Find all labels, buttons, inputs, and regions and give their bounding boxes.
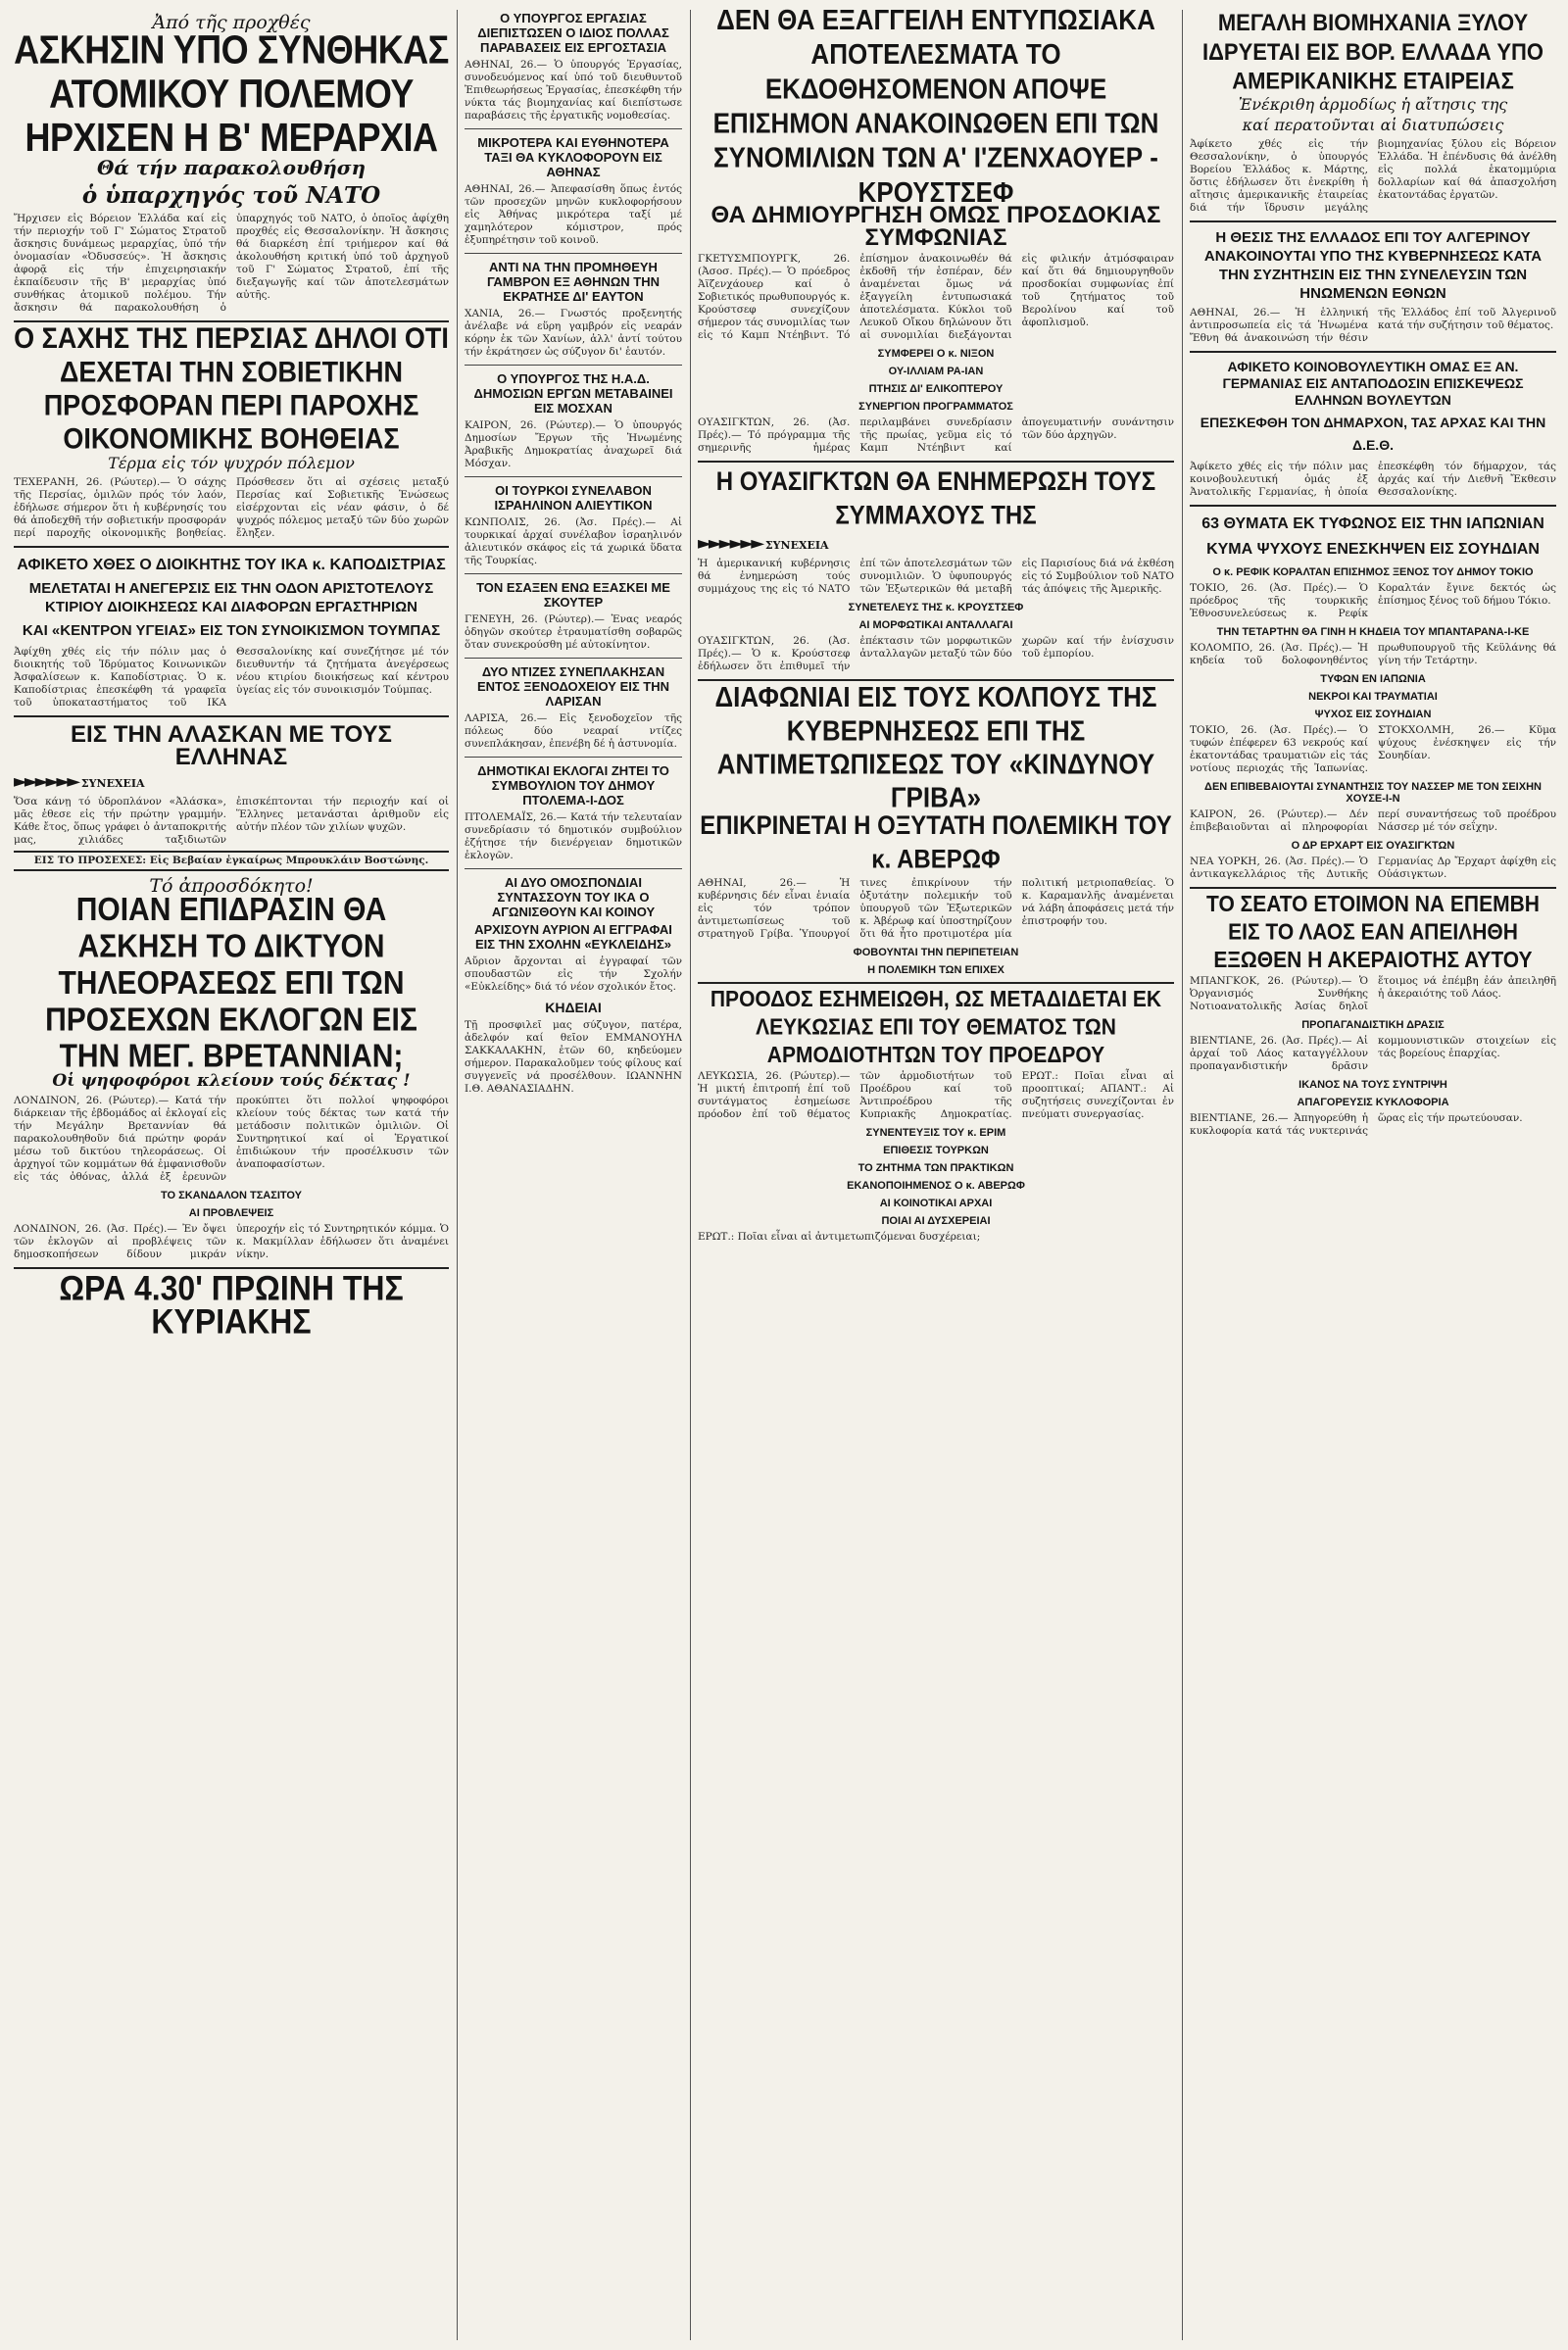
subhead: ΔΕΝ ΕΠΙΒΕΒΑΙΟΥΤΑΙ ΣΥΝΑΝΤΗΣΙΣ ΤΟΥ ΝΑΣΣΕΡ ΜΕ ΤΟΝ ΣΕΙΧΗΝ ΧΟΥΣΕ-Ι-Ν [1204,781,1542,805]
subhead: Ο κ. ΡΕΦΙΚ ΚΟΡΑΛΤΑΝ ΕΠΙΣΗΜΟΣ ΞΕΝΟΣ ΤΟΥ ΔΗΜΟΥ ΤΟΚΙΟ [1212,566,1534,578]
headline-nicosia: ΠΡΟΟΔΟΣ ΕΣΗΜΕΙΩΘΗ, ΩΣ ΜΕΤΑΔΙΔΕΤΑΙ ΕΚ ΛΕΥΚΩΣΙΑΣ ΕΠΙ ΤΟΥ ΘΕΜΑΤΟΣ ΤΩΝ ΑΡΜΟΔΙΟΤΗΤΩΝ ΤΟΥ ΠΡΟΕΔΡΟΥ [710,987,1162,1068]
divider [1190,351,1556,353]
subhead: ΤΟ ΖΗΤΗΜΑ ΤΩΝ ΠΡΑΚΤΙΚΩΝ [858,1162,1014,1174]
subhead: ΤΗΝ ΤΕΤΑΡΤΗΝ ΘΑ ΓΙΝΗ Η ΚΗΔΕΙΑ ΤΟΥ ΜΠΑΝΤΑΡΑΝΑ-Ι-ΚΕ [1216,626,1530,638]
headline-euclid-school: ΑΡΧΙΣΟΥΝ ΑΥΡΙΟΝ ΑΙ ΕΓΓΡΑΦΑΙ ΕΙΣ ΤΗΝ ΣΧΟΛΗΝ «ΕΥΚΛΕΙΔΗΣ» [474,922,672,952]
kicker: Τό ἀπροσδόκητο! [149,875,314,897]
center-column [698,8,1174,2342]
subhead: ΨΥΧΟΣ ΕΙΣ ΣΟΥΗΔΙΑΝ [1314,709,1432,720]
subhead: ΤΟ ΣΚΑΝΔΑΛΟΝ ΤΣΑΣΙΤΟΥ [160,1190,303,1201]
deck: ὁ ὑπαρχηγός τοῦ ΝΑΤΟ [81,182,381,209]
article-body: ΓΕΝΕΥΗ, 26. (Ρώυτερ).— Ἐνας νεαρός ὁδηγῶν σκούτερ ἐτραυματίσθη σοβαρῶς ὅταν συνεκρούσθη μέ αὐτοκίνητον. [465,613,682,651]
left-column [14,8,449,2342]
column-rule [1182,10,1183,2340]
divider [465,573,682,574]
deck-agreement: ΘΑ ΔΗΜΙΟΥΡΓΗΣΗ ΟΜΩΣ ΠΡΟΣΔΟΚΙΑΣ ΣΥΜΦΩΝΙΑΣ [710,202,1161,251]
divider [14,546,449,548]
divider [1190,505,1556,507]
headline-building: ΜΕΛΕΤΑΤΑΙ Η ΑΝΕΓΕΡΣΙΣ ΕΙΣ ΤΗΝ ΟΔΟΝ ΑΡΙΣΤΟΤΕΛΟΥΣ ΚΤΙΡΙΟΥ ΔΙΟΙΚΗΣΕΩΣ ΚΑΙ ΔΙΑΦΟΡΩΝ ΕΡΓΑΣΤΗΡΙΩΝ [28,580,434,615]
article-body: ΑΘΗΝΑΙ, 26.— Ἀπεφασίσθη ὅπως ἐντός τῶν προσεχῶν μηνῶν κυκλοφορήσουν εἰς Ἀθήνας μικρότερα ταξί μέ χαμηλότερον κόμιστρον, πρός ἐξυπηρέτησιν τοῦ κοινοῦ. [465,183,682,246]
article-body: Ἡ ἀμερικανική κυβέρνησις θά ἐνημερώση τούς συμμάχους της εἰς τό ΝΑΤΟ ἐπί τῶν ἀποτελεσμάτων τῶν συνομιλιῶν. Ὁ ὑφυπουργός τῶν Ἐξωτερικῶν θά μεταβῆ εἰς Παρισίους διά νά ἐκθέση εἰς τό Συμβούλιον τοῦ ΝΑΤΟ τάς ἀπόψεις τῆς Ἀμερικῆς. [698,558,1174,595]
article-body: Αὔριον ἄρχονται αἱ ἐγγραφαί τῶν σπουδαστῶν εἰς τήν Σχολήν «Εὐκλείδης» διά τό νέον σχολικόν ἔτος. [465,955,682,993]
second-column [465,8,682,2342]
headline-uar-minister: Ο ΥΠΟΥΡΓΟΣ ΤΗΣ Η.Α.Δ. ΔΗΜΟΣΙΩΝ ΕΡΓΩΝ ΜΕΤΑΒΑΙΝΕΙ ΕΙΣ ΜΟΣΧΑΝ [473,371,673,416]
subhead-funerals: ΚΗΔΕΙΑΙ [545,1000,602,1015]
headline-alaska: ΕΙΣ ΤΗΝ ΑΛΑΣΚΑΝ ΜΕ ΤΟΥΣ ΕΛΛΗΝΑΣ [71,721,392,770]
divider [698,982,1174,984]
article-body: ΚΑΙΡΟΝ, 26. (Ρώυτερ).— Ὁ ὑπουργός Δημοσίων Ἔργων τῆς Ἡνωμένης Ἀραβικῆς Δημοκρατίας ἀναχωρεῖ διά Μόσχαν. [465,419,682,469]
subhead: ΕΚΑΝΟΠΟΙΗΜΕΝΟΣ Ο κ. ΑΒΕΡΩΦ [847,1180,1025,1192]
subhead: Ο ΔΡ ΕΡΧΑΡΤ ΕΙΣ ΟΥΑΣΙΓΚΤΩΝ [1291,840,1455,852]
subhead: ΣΥΜΦΕΡΕΙ Ο κ. ΝΙΞΟΝ [877,348,995,360]
article-body: ΛΟΝΔΙΝΟΝ, 26. (Ρώυτερ).— Κατά τήν διάρκειαν τῆς ἐβδομάδος αἱ ἐκλογαί εἰς τήν Μεγάλην Βρεταννίαν θά παρακολουθηθοῦν διά πρώτην φοράν μέσω τοῦ δικτύου τηλεοράσεως. Οἱ ἀρχηγοί τῶν κομμάτων θά ἐμφανισθοῦν εἰς τάς ὀθόνας, ἀλλά ἐξ ἐρευνῶν προκύπτει ὅτι πολλοί ψηφοφόροι κλείουν τούς δέκτας των κατά τήν μετάδοσιν πολιτικῶν ὁμιλιῶν. Οἱ Συντηρητικοί καί οἱ Ἐργατικοί ἐπιδιώκουν τήν προσέλκυσιν τῶν ἀναποφασίστων. [14,1095,449,1183]
article-body: ΧΑΝΙΑ, 26.— Γνωστός προξενητής ἀνέλαβε νά εὕρη γαμβρόν εἰς νεαράν κόρην ἐκ τῶν Χανίων, ἀλλ' ἀντί τούτου τήν ἐκράτησεν ὡς σύζυγον δι' ἑαυτόν. [465,308,682,358]
deck: Θά τήν παρακολουθήση [96,156,367,179]
headline-timber-industry: ΜΕΓΑΛΗ ΒΙΟΜΗΧΑΝΙΑ ΞΥΛΟΥ ΙΔΡΥΕΤΑΙ ΕΙΣ ΒΟΡ. ΕΛΛΑΔΑ ΥΠΟ ΑΜΕΡΙΚΑΝΙΚΗΣ ΕΤΑΙΡΕΙΑΣ [1201,9,1544,94]
headline-seato: ΤΟ ΣΕΑΤΟ ΕΤΟΙΜΟΝ ΝΑ ΕΠΕΜΒΗ ΕΙΣ ΤΟ ΛΑΟΣ ΕΑΝ ΑΠΕΙΛΗΘΗ ΕΞΩΘΕΝ Η ΑΚΕΡΑΙΟΤΗΣ ΑΥΤΟΥ [1206,892,1540,973]
continuation-label: ΣΥΝΕΧΕΙΑ [764,539,829,552]
article-body: ΚΟΛΟΜΠΟ, 26. (Ἀσ. Πρές).— Ἡ κηδεία τοῦ δολοφονηθέντος πρωθυπουργοῦ τῆς Κεϋλάνης θά γίνη τήν Τετάρτην. [1190,642,1556,666]
article-body: ΛΟΝΔΙΝΟΝ, 26. (Ἀσ. Πρές).— Ἐν ὄψει τῶν ἐκλογῶν αἱ προβλέψεις τῶν δημοσκοπήσεων δίδουν μικράν ὑπεροχήν εἰς τό Συντηρητικόν κόμμα. Ὁ κ. Μακμίλλαν ἐδήλωσεν ὅτι ἀναμένει νίκην. [14,1223,449,1260]
article-body: Ἀφίκετο χθές εἰς τήν Θεσσαλονίκην, ὁ ὑπουργός Βορείου Ἑλλάδος κ. Μάρτης, ὅστις ἐδήλωσεν ὅτι ἐνεκρίθη ἡ αἴτησις ἀμερικανικῆς ἑταιρείας διά τήν ἵδρυσιν μεγάλης βιομηχανίας ξύλου εἰς Βόρειον Ἑλλάδα. Ἡ ἐπένδυσις θά ἀνέλθη εἰς πολλά ἑκατομμύρια δολλαρίων καί θά ἀπασχολήση ἑκατοντάδας ἐργατῶν. [1190,138,1556,214]
article-body: ΜΠΑΝΓΚΟΚ, 26. (Ρώυτερ).— Ὁ Ὀργανισμός Συνθήκης Νοτιοανατολικῆς Ἀσίας δηλοῖ ἕτοιμος νά ἐπέμβη ἐάν ἀπειληθῆ ἡ ἀκεραιότης τοῦ Λάος. [1190,975,1556,1012]
headline-atomic-exercise: ΑΣΚΗΣΙΝ ΥΠΟ ΣΥΝΘΗΚΑΣ ΑΤΟΜΙΚΟΥ ΠΟΛΕΜΟΥ ΗΡΧΙΣΕΝ Η Β' ΜΕΡΑΡΧΙΑ [14,26,449,161]
article-body: Ἀφίχθη χθές εἰς τήν πόλιν μας ὁ διοικητής τοῦ Ἱδρύματος Κοινωνικῶν Ἀσφαλίσεων κ. Καποδίστριας. Ὁ κ. Καποδίστριας ἐπεσκέφθη τά γραφεῖα τοῦ ὑποκαταστήματος τοῦ ΙΚΑ Θεσσαλονίκης καί συνεζήτησε μέ τόν διευθυντήν τά ζητήματα ἀνεγέρσεως νέου κτιρίου διοικήσεως καί κέντρου ὑγείας εἰς τόν συνοικισμόν Τούμπας. [14,646,449,709]
kicker: Ἀπό τῆς προχθές [152,12,311,33]
right-column [1190,8,1556,2342]
subhead: ΙΚΑΝΟΣ ΝΑ ΤΟΥΣ ΣΥΝΤΡΙΨΗ [1298,1079,1447,1091]
deck: Οἱ ψηφοφόροι κλείουν τούς δέκτας ! [52,1071,411,1091]
article-body: ΟΥΑΣΙΓΚΤΩΝ, 26. (Ἀσ. Πρές).— Τό πρόγραμμα τῆς σημερινῆς ἡμέρας περιλαμβάνει συνεδρίασιν τῆς πρωίας, γεῦμα εἰς τό Καμπ Ντέηβιντ καί ἀπογευματινήν συνάντησιν τῶν δύο ἀρχηγῶν. [698,416,1174,454]
divider [465,128,682,129]
article-body: ΕΡΩΤ.: Ποῖαι εἶναι αἱ ἀντιμετωπιζόμεναι δυσχέρειαι; [698,1231,981,1243]
subhead: ΑΙ ΜΟΡΦΩΤΙΚΑΙ ΑΝΤΑΛΛΑΓΑΙ [858,619,1013,631]
divider [1190,220,1556,222]
headline-municipal-elections: ΔΗΜΟΤΙΚΑΙ ΕΚΛΟΓΑΙ ΖΗΤΕΙ ΤΟ ΣΥΜΒΟΥΛΙΟΝ ΤΟΥ ΔΗΜΟΥ ΠΤΟΛΕΜΑ-Ι-ΔΟΣ [477,763,669,808]
headline-summit: ΔΕΝ ΘΑ ΕΞΑΓΓΕΙΛΗ ΕΝΤΥΠΩΣΙΑΚΑ ΑΠΟΤΕΛΕΣΜΑΤΑ ΤΟ ΕΚΔΟΘΗΣΟΜΕΝΟΝ ΑΠΟΨΕ ΕΠΙΣΗΜΟΝ ΑΝΑΚΟΙΝΩΘΕΝ ΕΠΙ ΤΩΝ ΣΥΝΟΜΙΛΙΩΝ ΤΩΝ Α' Ι'ΖΕΝΧΑΟΥΕΡ - ΚΡΟΥΣΤΣΕΦ [712,8,1159,209]
deck: Τέρμα εἰς τόν ψυχρόν πόλεμον [108,454,355,472]
article-body: ΛΑΡΙΣΑ, 26.— Εἰς ξενοδοχεῖον τῆς πόλεως δύο νεαραί ντίζες συνεπλάκησαν, ἐπενέβη δέ ἡ ἀστυνομία. [465,712,682,750]
article-body: ΤΟΚΙΟ, 26. (Ἀσ. Πρές).— Ὁ τυφών ἐπέφερεν 63 νεκρούς καί ἑκατοντάδας τραυματιῶν εἰς τάς νοτίους περιοχάς τῆς Ἰαπωνίας. ΣΤΟΚΧΟΛΜΗ, 26.— Κῦμα ψύχους ἐνέσκηψεν εἰς τήν Σουηδίαν. [1190,724,1556,774]
headline-grivas: ΔΙΑΦΩΝΙΑΙ ΕΙΣ ΤΟΥΣ ΚΟΛΠΟΥΣ ΤΗΣ ΚΥΒΕΡΝΗΣΕΩΣ ΕΠΙ ΤΗΣ ΑΝΤΙΜΕΤΩΠΙΣΕΩΣ ΤΟΥ «ΚΙΝΔΥΝΟΥ ΓΡΙΒΑ» [714,680,1157,814]
article-body: ΤΕΧΕΡΑΝΗ, 26. (Ρώυτερ).— Ὁ σάχης τῆς Περσίας, ὁμιλῶν πρός τόν λαόν, ἐδήλωσε σήμερον ὅτι ἡ κυβέρνησίς του θά ἀποδεχθῆ τήν σοβιετικήν προσφοράν περί παροχῆς οἰκονομικῆς βοηθείας. Πρόσθεσεν ὅτι αἱ σχέσεις μεταξύ Περσίας καί Σοβιετικῆς Ἑνώσεως εἰσέρχονται εἰς νέαν φάσιν, ὁ δέ ψυχρός πόλεμος μεταξύ τῶν δύο χωρῶν ἔληξεν. [14,476,449,539]
article-body: ΚΩΝΠΟΛΙΣ, 26. (Ἀσ. Πρές).— Αἱ τουρκικαί ἀρχαί συνέλαβον ἰσραηλινόν ἁλιευτικόν σκάφος εἰς τά χωρικά ὕδατα τῆς Τουρκίας. [465,516,682,566]
headline-washington-allies: Η ΟΥΑΣΙΓΚΤΩΝ ΘΑ ΕΝΗΜΕΡΩΣΗ ΤΟΥΣ ΣΥΜΜΑΧΟΥΣ ΤΗΣ [715,467,1156,530]
subhead: ΤΥΦΩΝ ΕΝ ΙΑΠΩΝΙΑ [1320,673,1426,685]
subhead: ΣΥΝΕΤΕΛΕΥΣ ΤΗΣ κ. ΚΡΟΥΣΤΣΕΦ [848,602,1024,613]
divider [465,476,682,477]
column-rule [457,10,458,2340]
headline-german-delegation: ΑΦΙΚΕΤΟ ΚΟΙΝΟΒΟΥΛΕΥΤΙΚΗ ΟΜΑΣ ΕΞ ΑΝ. ΓΕΡΜΑΝΙΑΣ ΕΙΣ ΑΝΤΑΠΟΔΟΣΙΝ ΕΠΙΣΚΕΨΕΩΣ ΕΛΛΗΝΩΝ ΒΟΥΛΕΥΤΩΝ [1222,359,1524,408]
notice-box: ΕΙΣ ΤΟ ΠΡΟΣΕΧΕΣ: Εἰς Βεβαίαν ἐγκαίρως Μπρουκλάιν Βοστώνης. [14,851,449,871]
divider [465,658,682,659]
headline-television: ΠΟΙΑΝ ΕΠΙΔΡΑΣΙΝ ΘΑ ΑΣΚΗΣΗ ΤΟ ΔΙΚΤΥΟΝ ΤΗΛΕΟΡΑΣΕΩΣ ΕΠΙ ΤΩΝ ΠΡΟΣΕΧΩΝ ΕΚΛΟΓΩΝ ΕΙΣ ΤΗΝ ΜΕΓ. ΒΡΕΤΑΝΝΙΑΝ; [45,892,417,1075]
headline-matchmaker: ΑΝΤΙ ΝΑ ΤΗΝ ΠΡΟΜΗΘΕΥΗ ΓΑΜΒΡΟΝ ΕΞ ΑΘΗΝΩΝ ΤΗΝ ΕΚΡΑΤΗΣΕ ΔΙ' ΕΑΥΤΟΝ [486,260,661,304]
article-body: Ἤρχισεν εἰς Βόρειον Ἑλλάδα καί εἰς τήν περιοχήν τοῦ Γ' Σώματος Στρατοῦ ἄσκησις δυνάμεως μεραρχίας, ὑπό τήν ὀνομασίαν «Ὀδυσσεύς». Ἡ ἄσκησις ἀφορᾷ εἰς τήν ἐπιχειρησιακήν ἐκπαίδευσιν τῆς Β' μεραρχίας ὑπό συνθήκας ἀτομικοῦ πολέμου. Τήν ἄσκησιν θά παρακολουθήση ὁ ὑπαρχηγός τοῦ ΝΑΤΟ, ὁ ὁποῖος ἀφίχθη προχθές εἰς Θεσσαλονίκην. Ἡ ἄσκησις θά διαρκέση ἐπί τριήμερον καί θά ἀκολουθήση κριτική ὑπό τοῦ ἀρχηγοῦ τοῦ Γ' Σώματος Στρατοῦ, ἐπί τῆς διεξαγωγῆς καί τῶν ἀποτελεσμάτων αὐτῆς. [14,213,449,314]
article-body: ΤΟΚΙΟ, 26. (Ἀσ. Πρές).— Ὁ πρόεδρος τῆς τουρκικῆς Ἐθνοσυνελεύσεως κ. Ρεφίκ Κοραλτάν ἔγινε δεκτός ὡς ἐπίσημος ξένος τοῦ δήμου Τόκιο. [1190,582,1556,619]
column-rule [690,10,691,2340]
headline-time-change: ΩΡΑ 4.30' ΠΡΩΙΝΗ ΤΗΣ ΚΥΡΙΑΚΗΣ [59,1268,404,1342]
arrow-bullets-icon: ►►►►►► [698,533,762,554]
arrow-bullets-icon: ►►►►►► [14,771,78,792]
subhead: ΝΕΚΡΟΙ ΚΑΙ ΤΡΑΥΜΑΤΙΑΙ [1308,691,1438,703]
subhead: ΠΡΟΠΑΓΑΝΔΙΣΤΙΚΗ ΔΡΑΣΙΣ [1301,1019,1445,1031]
headline-federations: ΑΙ ΔΥΟ ΟΜΟΣΠΟΝΔΙΑΙ ΣΥΝΤΑΣΣΟΥΝ ΤΟΥ ΙΚΑ Ο ΑΓΩΝΙΣΘΟΥΝ ΚΑΙ ΚΟΙΝΟΥ [491,875,656,919]
divider [465,253,682,254]
headline-taxis: ΜΙΚΡΟΤΕΡΑ ΚΑΙ ΕΥΘΗΝΟΤΕΡΑ ΤΑΞΙ ΘΑ ΚΥΚΛΟΦΟΡΟΥΝ ΕΙΣ ΑΘΗΝΑΣ [477,135,669,179]
headline-labor-minister: Ο ΥΠΟΥΡΓΟΣ ΕΡΓΑΣΙΑΣ ΔΙΕΠΙΣΤΩΣΕΝ Ο ΙΔΙΟΣ ΠΟΛΛΑΣ ΠΑΡΑΒΑΣΕΙΣ ΕΙΣ ΕΡΓΟΣΤΑΣΙΑ [477,11,669,55]
article-body: ΝΕΑ ΥΟΡΚΗ, 26. (Ἀσ. Πρές).— Ὁ ἀντικαγκελλάριος τῆς Δυτικῆς Γερμανίας Δρ Ἔρχαρτ ἀφίχθη εἰς Οὐάσιγκτων. [1190,856,1556,880]
subhead: ΑΠΑΓΟΡΕΥΣΙΣ ΚΥΚΛΟΦΟΡΙΑ [1297,1097,1449,1108]
headline-larisa: ΔΥΟ ΝΤΙΖΕΣ ΣΥΝΕΠΛΑΚΗΣΑΝ ΕΝΤΟΣ ΞΕΝΟΔΟΧΕΙΟΥ ΕΙΣ ΤΗΝ ΛΑΡΙΣΑΝ [477,664,669,709]
deck: καί περατοῦνται αἱ διατυπώσεις [1242,116,1504,134]
article-body: Ὅσα κάνῃ τό ὑδροπλάνον «Ἀλάσκα», μᾶς ἐθεσε εἰς τήν πρώτην γραμμήν. Κάθε ἔτος, ὅπως γράφει ὁ ἀνταποκριτής μας, χιλιάδες ταξιδιωτῶν ἐπισκέπτονται τήν περιοχήν καί οἱ Ἕλληνες μετανάσται ἀριθμοῦν εἰς αὐτήν πλέον τῶν χιλίων ψυχῶν. [14,796,449,846]
article-body: Ἀφίκετο χθές εἰς τήν πόλιν μας κοινοβουλευτική ὁμάς ἐξ Ἀνατολικῆς Γερμανίας, ἡ ὁποία ἐπεσκέφθη τόν δήμαρχον, τάς ἀρχάς καί τήν Διεθνῆ Ἔκθεσιν Θεσσαλονίκης. [1190,461,1556,498]
headline-turkish-arrest: ΟΙ ΤΟΥΡΚΟΙ ΣΥΝΕΛΑΒΟΝ ΙΣΡΑΗΛΙΝΟΝ ΑΛΙΕΥΤΙΚΟΝ [494,483,653,513]
headline-algeria: Η ΘΕΣΙΣ ΤΗΣ ΕΛΛΑΔΟΣ ΕΠΙ ΤΟΥ ΑΛΓΕΡΙΝΟΥ ΑΝΑΚΟΙΝΟΥΤΑΙ ΥΠΟ ΤΗΣ ΚΥΒΕΡΝΗΣΕΩΣ ΚΑΤΑ ΤΗΝ ΣΥΖΗΤΗΣΙΝ ΕΙΣ ΤΗΝ ΣΥΝΕΛΕΥΣΙΝ ΤΩΝ ΗΝΩΜΕΝΩΝ ΕΘΝΩΝ [1203,229,1543,302]
article-body: ΚΑΙΡΟΝ, 26. (Ρώυτερ).— Δέν ἐπιβεβαιοῦνται αἱ πληροφορίαι περί συναντήσεως τοῦ προέδρου Νάσσερ μέ τόν σεΐχην. [1190,808,1556,833]
article-body: ΑΘΗΝΑΙ, 26.— Ὁ ὑπουργός Ἐργασίας, συνοδευόμενος καί ὑπό τοῦ διευθυντοῦ Ἐπιθεωρήσεως Ἐργασίας, ἐπεσκέφθη τήν νύκτα τάς βιομηχανίας καί διεπίστωσε παραβάσεις τῆς ἐργατικῆς νομοθεσίας. [465,59,682,122]
subhead: ΣΥΝΕΝΤΕΥΞΙΣ ΤΟΥ κ. ΕΡΙΜ [865,1127,1006,1139]
divider [465,757,682,758]
subhead: ΠΟΙΑΙ ΑΙ ΔΥΣΧΕΡΕΙΑΙ [881,1215,991,1227]
subhead: ΠΤΗΣΙΣ ΔΙ' ΕΛΙΚΟΠΤΕΡΟΥ [868,383,1004,395]
divider [14,715,449,717]
subhead: ΑΙ ΚΟΙΝΟΤΙΚΑΙ ΑΡΧΑΙ [879,1198,993,1209]
headline-cold-wave: ΚΥΜΑ ΨΥΧΟΥΣ ΕΝΕΣΚΗΨΕΝ ΕΙΣ ΣΟΥΗΔΙΑΝ [1206,541,1540,558]
headline-persia: Ο ΣΑΧΗΣ ΤΗΣ ΠΕΡΣΙΑΣ ΔΗΛΟΙ ΟΤΙ ΔΕΧΕΤΑΙ ΤΗΝ ΣΟΒΙΕΤΙΚΗΝ ΠΡΟΣΦΟΡΑΝ ΠΕΡΙ ΠΑΡΟΧΗΣ ΟΙΚΟΝΟΜΙΚΗΣ ΒΟΗΘΕΙΑΣ [14,321,449,456]
subhead: ΕΠΙΘΕΣΙΣ ΤΟΥΡΚΩΝ [883,1145,989,1156]
article-body: Τῇ προσφιλεῖ μας σύζυγον, πατέρα, ἀδελφόν καί θεῖον ΕΜΜΑΝΟΥΗΛ ΣΑΚΚΑΛΑΚΗΝ, ἐτῶν 60, κηδεύομεν σήμερον. Παρακαλοῦμεν τούς φίλους καί συγγενεῖς νά προσέλθουν. ΙΩΑΝΝΗΝ Ι.Θ. ΑΘΑΝΑΣΙΑΔΗΝ. [465,1019,682,1095]
subhead: ΣΥΝΕΡΓΙΟΝ ΠΡΟΓΡΑΜΜΑΤΟΣ [858,401,1013,413]
article-body: ΠΤΟΛΕΜΑΪΣ, 26.— Κατά τήν τελευταίαν συνεδρίασιν τό δημοτικόν συμβούλιον ἐζήτησε τήν διενέργειαν δημοτικῶν ἐκλογῶν. [465,811,682,861]
headline-visit: ΕΠΕΣΚΕΦΘΗ ΤΟΝ ΔΗΜΑΡΧΟΝ, ΤΑΣ ΑΡΧΑΣ ΚΑΙ ΤΗΝ Δ.Ε.Θ. [1200,415,1546,453]
divider [465,868,682,869]
headline-typhoon: 63 ΘΥΜΑΤΑ ΕΚ ΤΥΦΩΝΟΣ ΕΙΣ ΤΗΝ ΙΑΠΩΝΙΑΝ [1201,515,1544,532]
article-body: ΓΚΕΤΥΣΜΠΟΥΡΓΚ, 26. (Ἀσοσ. Πρές).— Ὁ πρόεδρος Ἀϊζενχάουερ καί ὁ Σοβιετικός πρωθυπουργός κ. Κρούστσεφ συνεχίζουν σήμερον τάς συνομιλίας των εἰς τό Καμπ Ντέηβιντ. Τό ἐπίσημον ἀνακοινωθέν θά ἐκδοθῆ τήν ἑσπέραν, δέν ἀναμένεται ὅμως νά ἐξαγγείλη ἐντυπωσιακά ἀποτελέσματα. Κύκλοι τοῦ Λευκοῦ Οἴκου δηλώνουν ὅτι αἱ συνομιλίαι διεξάγονται εἰς φιλικήν ἀτμόσφαιραν καί ὅτι θά δημιουργηθοῦν προσδοκίαι συμφωνίας ἐπί τοῦ ζητήματος τοῦ Βερολίνου καί τοῦ ἀφοπλισμοῦ. [698,253,1174,341]
headline-scooter: ΤΟΝ ΕΣΑΞΕΝ ΕΝΩ ΕΞΑΣΚΕΙ ΜΕ ΣΚΟΥΤΕΡ [476,580,670,610]
subhead: ΟΥ-ΙΛΛΙΑΜ ΡΑ-ΙΑΝ [888,366,984,377]
divider [1190,887,1556,889]
article-body: ΑΘΗΝΑΙ, 26.— Ἡ ἑλληνική ἀντιπροσωπεία εἰς τά Ἡνωμένα Ἔθνη θά ἀνακοινώση τήν θέσιν τῆς Ἑλλάδος ἐπί τοῦ Ἀλγερινοῦ κατά τήν συζήτησιν τοῦ θέματος. [1190,307,1556,344]
headline-health-center: ΚΑΙ «ΚΕΝΤΡΟΝ ΥΓΕΙΑΣ» ΕΙΣ ΤΟΝ ΣΥΝΟΙΚΙΣΜΟΝ ΤΟΥΜΠΑΣ [22,622,441,639]
subhead: ΦΟΒΟΥΝΤΑΙ ΤΗΝ ΠΕΡΙΠΕΤΕΙΑΝ [853,947,1019,958]
article-body: ΛΕΥΚΩΣΙΑ, 26. (Ρώυτερ).— Ἡ μικτή ἐπιτροπή ἐπί τοῦ συντάγματος ἐσημείωσε πρόοδον ἐπί τοῦ θέματος τῶν ἁρμοδιοτήτων τοῦ Προέδρου καί τοῦ Ἀντιπροέδρου τῆς Κυπριακῆς Δημοκρατίας. ΕΡΩΤ.: Ποῖαι εἶναι αἱ προοπτικαί; ΑΠΑΝΤ.: Αἱ συζητήσεις συνεχίζονται ἐν πνεύματι συνεργασίας. [698,1070,1174,1120]
headline-averoff: ΕΠΙΚΡΙΝΕΤΑΙ Η ΟΞΥΤΑΤΗ ΠΟΛΕΜΙΚΗ ΤΟΥ κ. ΑΒΕΡΩΦ [700,811,1172,874]
headline-ika: ΑΦΙΚΕΤΟ ΧΘΕΣ Ο ΔΙΟΙΚΗΤΗΣ ΤΟΥ ΙΚΑ κ. ΚΑΠΟΔΙΣΤΡΙΑΣ [17,557,446,573]
article-body: ΟΥΑΣΙΓΚΤΩΝ, 26. (Ἀσ. Πρές).— Ὁ κ. Κρούστσεφ ἐδήλωσεν ὅτι ἐπιθυμεῖ τήν ἐπέκτασιν τῶν μορφωτικῶν ἀνταλλαγῶν μεταξύ τῶν δύο χωρῶν καί τήν ἐνίσχυσιν τοῦ ἐμπορίου. [698,635,1174,672]
subhead: ΑΙ ΠΡΟΒΛΕΨΕΙΣ [188,1207,274,1219]
subhead: Η ΠΟΛΕΜΙΚΗ ΤΩΝ ΕΠΙΧΕΧ [867,964,1004,976]
divider [465,365,682,366]
article-body: ΒΙΕΝΤΙΑΝΕ, 26. (Ἀσ. Πρές).— Αἱ ἀρχαί τοῦ Λάος καταγγέλλουν προπαγανδιστικήν δρᾶσιν κομμουνιστικῶν στοιχείων εἰς τάς βορείους ἐπαρχίας. [1190,1035,1556,1072]
article-body: ΑΘΗΝΑΙ, 26.— Ἡ κυβέρνησις δέν εἶναι ἑνιαία εἰς τόν τρόπον ἀντιμετωπίσεως τοῦ στρατηγοῦ Γρίβα. Ὑπουργοί τινες ἐπικρίνουν τήν ὀξυτάτην πολεμικήν τοῦ ὑπουργοῦ τῶν Ἐξωτερικῶν κ. Ἀβέρωφ καί ὑποστηρίζουν ὅτι θά ἦτο προτιμοτέρα μία πολιτική μετριοπαθείας. Ὁ κ. Καραμανλῆς ἀναμένεται νά λάβη ἀποφάσεις μετά τήν ἐπιστροφήν του. [698,877,1174,940]
continuation-label: ΣΥΝΕΧΕΙΑ [80,777,145,790]
divider [698,461,1174,463]
deck: Ἐνέκριθη ἁρμοδίως ἡ αἴτησις της [1238,95,1508,114]
article-body: ΒΙΕΝΤΙΑΝΕ, 26.— Ἀπηγορεύθη ἡ κυκλοφορία κατά τάς νυκτερινάς ὥρας εἰς τήν πρωτεύουσαν. [1190,1112,1523,1137]
